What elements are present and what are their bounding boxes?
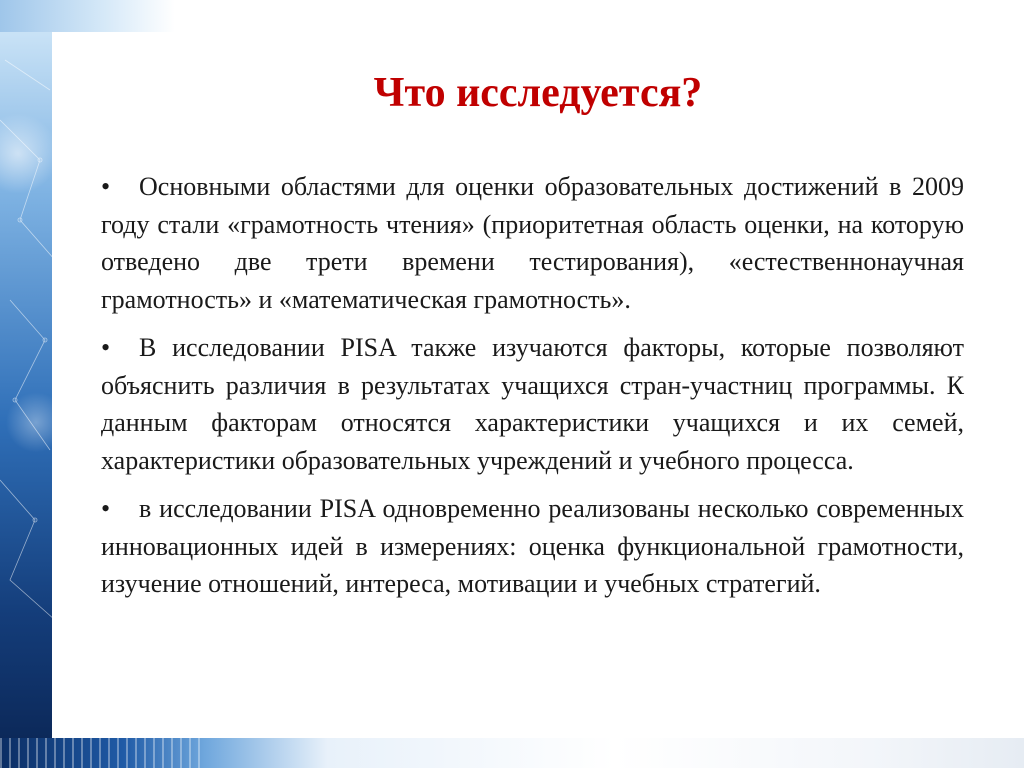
bullet-text: Основными областями для оценки образовательных достижений в 2009 году стали «грамотность чтения» (приоритетная область оценки, на которую отведено две трети времени тестирования), «естественнонаучная грамотность» и «математическая грамотность». xyxy=(101,172,964,314)
background-network-decoration xyxy=(0,0,60,768)
bullet-icon: • xyxy=(101,494,111,523)
background-bottom-stripes xyxy=(0,738,200,768)
bullet-item xyxy=(101,329,964,479)
slide-title: Что исследуется? xyxy=(373,70,703,116)
bullet-icon: • xyxy=(101,333,111,362)
background-top-band xyxy=(0,0,175,32)
bullet-item xyxy=(101,490,964,603)
bullet-list xyxy=(101,168,964,614)
bullet-icon: • xyxy=(101,172,111,201)
bullet-item xyxy=(101,168,964,318)
bullet-text: В исследовании PISA также изучаются факторы, которые позволяют объяснить различия в результатах учащихся стран-участниц программы. К данным факторам относятся характеристики учащихся и их семей, характеристики образовательных учреждений и учебного процесса. xyxy=(101,333,964,475)
bullet-text: в исследовании PISA одновременно реализованы несколько современных инновационных идей в измерениях: оценка функциональной грамотности, изучение отношений, интереса, мотивации и учебных стратегий. xyxy=(101,494,964,598)
